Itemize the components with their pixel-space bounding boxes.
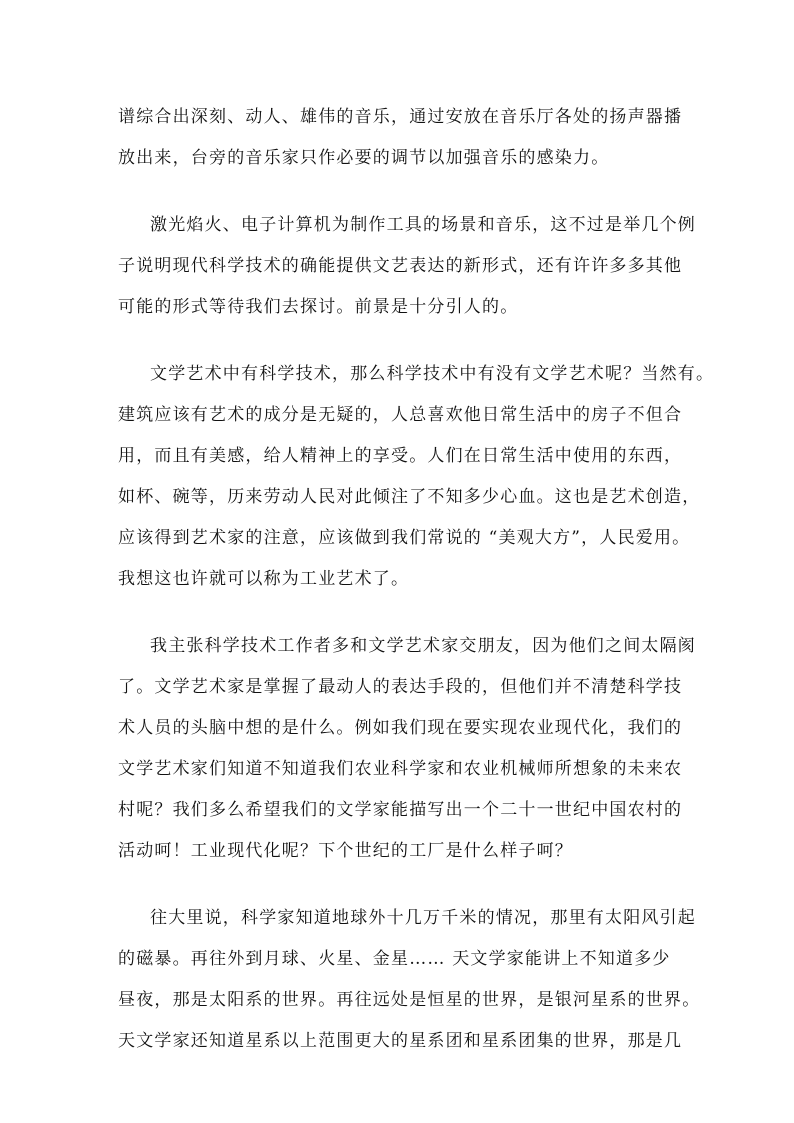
text-line: 子说明现代科学技术的确能提供文艺表达的新形式，还有许许多多其他 (118, 256, 683, 276)
text-line: 谱综合出深刻、动人、雄伟的音乐，通过安放在音乐厅各处的扬声器播 (118, 107, 683, 127)
text-line: 可能的形式等待我们去探讨。前景是十分引人的。 (118, 297, 519, 317)
text-line: 放出来，台旁的音乐家只作必要的调节以加强音乐的感染力。 (118, 148, 610, 168)
text-line: 用，而且有美感，给人精神上的享受。人们在日常生活中使用的东西， (118, 446, 683, 466)
text-line: 的磁暴。再往外到月球、火星、金星…… 天文学家能讲上不知道多少 (118, 949, 671, 969)
text-line: 昼夜，那是太阳系的世界。再往远处是恒星的世界，是银河星系的世界。 (118, 990, 701, 1010)
article-body (118, 100, 715, 1065)
text-line: 建筑应该有艺术的成分是无疑的，人总喜欢他日常生活中的房子不但合 (118, 405, 683, 425)
paragraph-2 (118, 208, 696, 331)
text-line: 我想这也许就可以称为工业艺术了。 (118, 569, 410, 589)
paragraph-3 (118, 357, 715, 603)
text-line: 术人员的头脑中想的是什么。例如我们现在要实现农业现代化，我们的 (118, 718, 683, 738)
text-line: 活动呵！工业现代化呢？下个世纪的工厂是什么样子呵？ (118, 841, 573, 861)
paragraph-1 (118, 100, 683, 182)
text-line: 了。文学艺术家是掌握了最动人的表达手段的，但他们并不清楚科学技 (118, 677, 683, 697)
text-line: 文学艺术家们知道不知道我们农业科学家和农业机械师所想象的未来农 (118, 759, 683, 779)
text-line: 我主张科学技术工作者多和文学艺术家交朋友，因为他们之间太隔阂 (150, 636, 696, 656)
paragraph-5 (118, 901, 701, 1065)
text-line: 如杯、碗等，历来劳动人民对此倾注了不知多少心血。这也是艺术创造， (118, 487, 701, 507)
text-line: 往大里说，科学家知道地球外十几万千米的情况，那里有太阳风引起 (150, 908, 696, 928)
text-line: 村呢？我们多么希望我们的文学家能描写出一个二十一世纪中国农村的 (118, 800, 683, 820)
text-line: 激光焰火、电子计算机为制作工具的场景和音乐，这不过是举几个例 (150, 215, 696, 235)
text-line: 应该得到艺术家的注意，应该做到我们常说的 “美观大方”，人民爱用。 (118, 528, 691, 548)
text-line: 文学艺术中有科学技术，那么科学技术中有没有文学艺术呢？当然有。 (150, 364, 715, 384)
paragraph-4 (118, 629, 696, 875)
text-line: 天文学家还知道星系以上范围更大的星系团和星系团集的世界，那是几 (118, 1031, 683, 1051)
